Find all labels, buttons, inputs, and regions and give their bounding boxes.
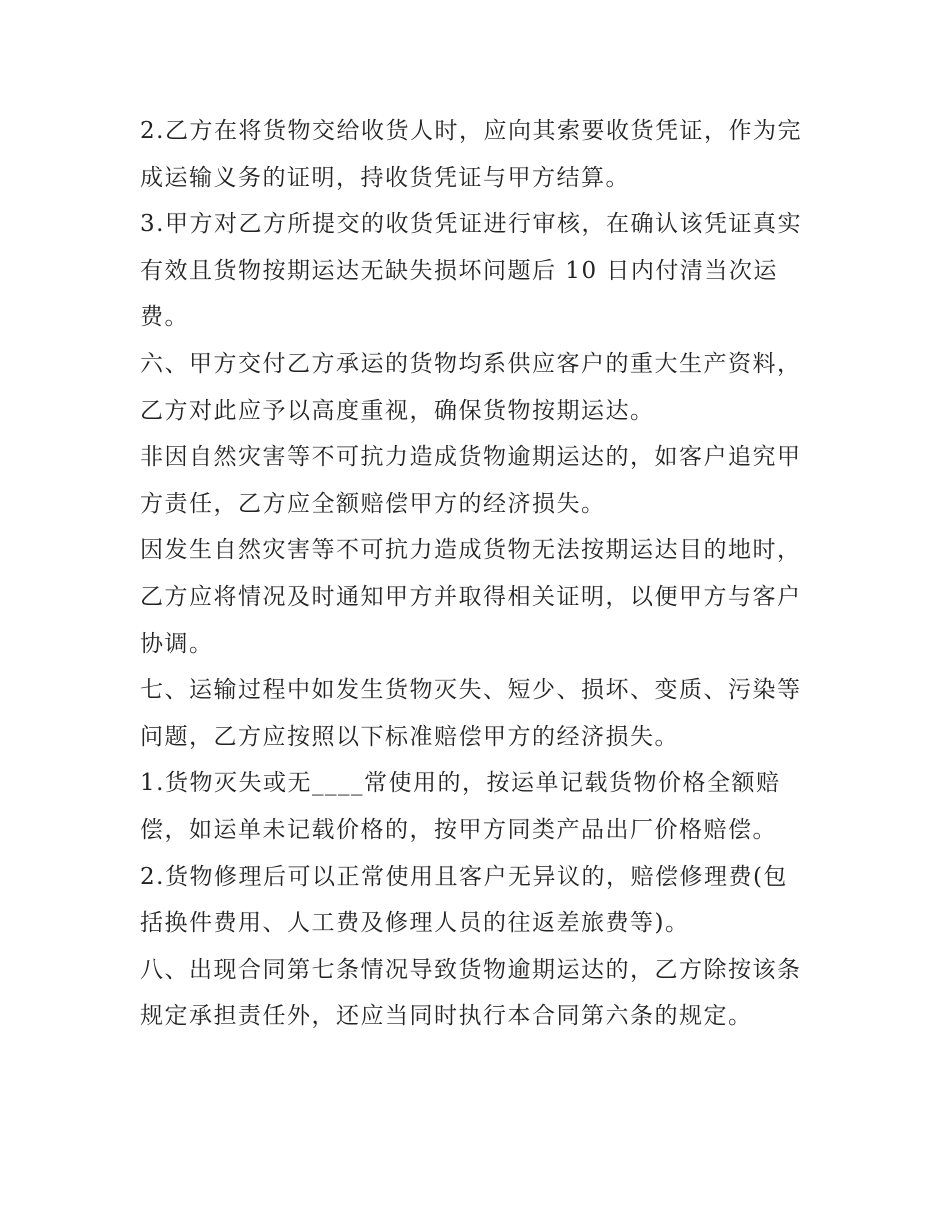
text-line: 六、甲方交付乙方承运的货物均系供应客户的重大生产资料， bbox=[140, 350, 802, 377]
text-line: 方责任，乙方应全额赔偿甲方的经济损失。 bbox=[140, 490, 606, 517]
text-line: 2.货物修理后可以正常使用且客户无异议的，赔偿修理费(包 bbox=[140, 863, 788, 890]
text-line: 2.乙方在将货物交给收货人时，应向其索要收货凭证，作为完 bbox=[140, 118, 802, 144]
text-line: 七、运输过程中如发生货物灭失、短少、损坏、变质、污染等 bbox=[140, 677, 802, 704]
text-line: 费。 bbox=[140, 304, 189, 331]
text-line: 非因自然灾害等不可抗力造成货物逾期运达的，如客户追究甲 bbox=[140, 444, 802, 471]
text-line: 八、出现合同第七条情况导致货物逾期运达的，乙方除按该条 bbox=[140, 956, 802, 983]
text-line: 因发生自然灾害等不可抗力造成货物无法按期运达目的地时， bbox=[140, 537, 802, 564]
text-line: 括换件费用、人工费及修理人员的往返差旅费等)。 bbox=[140, 910, 690, 937]
document-body bbox=[140, 108, 830, 1040]
text-line: 偿，如运单未记载价格的，按甲方同类产品出厂价格赔偿。 bbox=[140, 816, 777, 843]
text-line: 3.甲方对乙方所提交的收货凭证进行审核，在确认该凭证真实 bbox=[140, 211, 802, 238]
text-line: 问题，乙方应按照以下标准赔偿甲方的经济损失。 bbox=[140, 723, 679, 750]
text-line: 乙方对此应予以高度重视，确保货物按期运达。 bbox=[140, 397, 655, 424]
text-line: 有效且货物按期运达无缺失损坏问题后 10 日内付清当次运 bbox=[140, 257, 778, 284]
text-line: 乙方应将情况及时通知甲方并取得相关证明，以便甲方与客户 bbox=[140, 583, 802, 610]
text-line: 协调。 bbox=[140, 630, 214, 657]
text-line: 规定承担责任外，还应当同时执行本合同第六条的规定。 bbox=[140, 1003, 753, 1030]
text-line: 1.货物灭失或无____常使用的，按运单记载货物价格全额赔 bbox=[140, 770, 781, 797]
text-line: 成运输义务的证明，持收货凭证与甲方结算。 bbox=[140, 164, 630, 191]
